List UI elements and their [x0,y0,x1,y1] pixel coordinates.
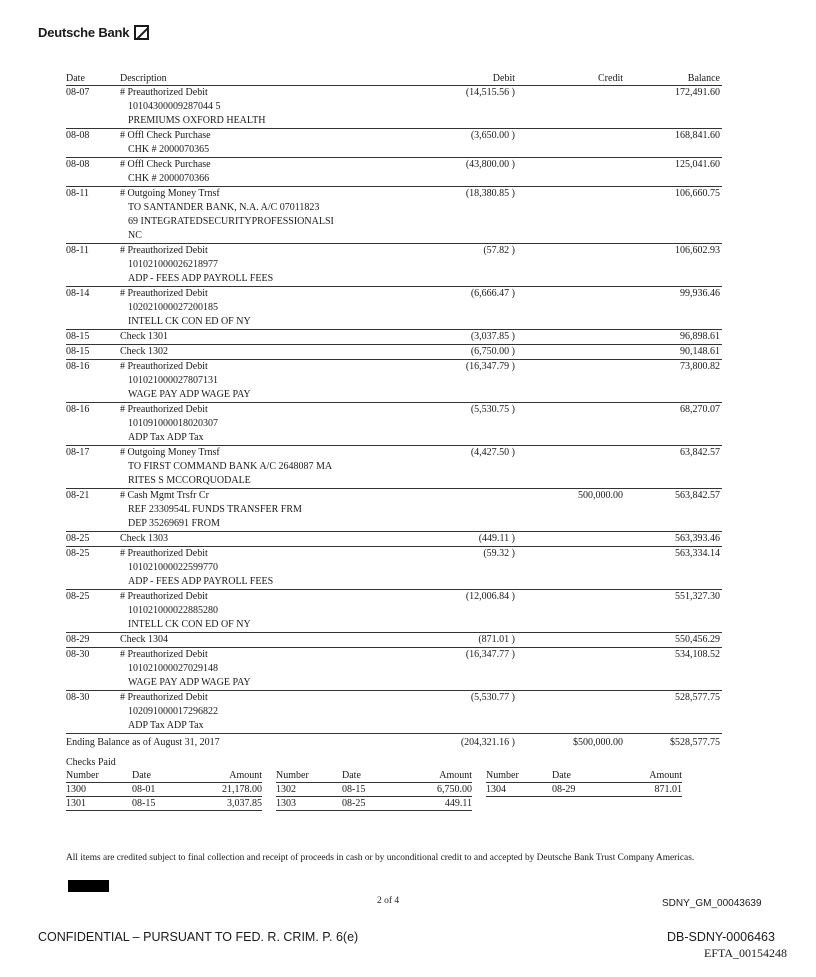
description-line: ADP - FEES ADP PAYROLL FEES [128,576,274,587]
transaction-balance: 73,800.82 [680,361,720,372]
description-line: # Offl Check Purchase [120,130,211,141]
description-line: INTELL CK CON ED OF NY [128,619,251,630]
description-line: RITES S MCCORQUODALE [128,475,251,486]
transaction-credit [515,648,627,690]
col-credit: Credit [598,73,623,84]
transaction-balance: 106,602.93 [675,245,720,256]
description-line: 101021000022885280 [128,605,218,616]
description-line: WAGE PAY ADP WAGE PAY [128,389,251,400]
efta-number: EFTA_00154248 [704,946,788,960]
description-line: 102021000027200185 [128,302,218,313]
ending-balance-row [66,734,722,750]
transaction-debit [400,360,515,402]
description-line: 101021000026218977 [128,259,218,270]
check-date: 08-29 [552,784,576,795]
transaction-row [66,244,722,287]
check-row [276,797,472,811]
debit-amount: (59.32 ) [483,548,515,559]
check-amount: 6,750.00 [437,784,472,795]
bank-name: Deutsche Bank [38,25,130,40]
transactions-table [66,72,722,750]
transaction-credit [515,244,627,286]
transaction-credit [515,547,627,589]
description-line: 101091000018020307 [128,418,218,429]
transaction-credit [515,287,627,329]
deutsche-bank-slash-icon [134,25,149,40]
transaction-description [120,633,400,647]
transaction-description [120,489,400,531]
transaction-debit [400,86,515,128]
description-line: NC [128,230,142,241]
debit-amount: (871.01 ) [478,634,515,645]
transaction-row [66,287,722,330]
transaction-balance: 172,491.60 [675,87,720,98]
transaction-row [66,86,722,129]
transaction-date: 08-11 [66,188,89,199]
transaction-row [66,446,722,489]
checks-header-number: Number [486,770,519,781]
description-line: # Offl Check Purchase [120,159,211,170]
transaction-debit [400,187,515,243]
bank-logo [38,25,149,40]
transaction-credit [515,187,627,243]
transaction-credit [515,590,627,632]
description-line: # Preauthorized Debit [120,591,208,602]
transaction-description [120,691,400,733]
debit-amount: (16,347.79 ) [466,361,515,372]
transaction-balance: 550,456.29 [675,634,720,645]
description-line: 101021000027029148 [128,663,218,674]
col-balance: Balance [687,73,720,84]
transaction-date: 08-17 [66,447,90,458]
transaction-credit [515,86,627,128]
transaction-row [66,532,722,547]
description-line: # Outgoing Money Trnsf [120,188,220,199]
bates-db: DB-SDNY-0006463 [667,930,775,944]
checks-header-date: Date [552,770,571,781]
description-line: CHK # 2000070365 [128,144,210,155]
transaction-row [66,691,722,734]
col-description: Description [120,73,167,84]
checks-header-amount: Amount [649,770,682,781]
description-line: 69 INTEGRATEDSECURITYPROFESSIONALSI [128,216,334,227]
checks-paid-section [66,756,682,811]
transaction-credit [515,403,627,445]
transaction-date: 08-07 [66,87,90,98]
description-line: # Preauthorized Debit [120,361,208,372]
transaction-debit [400,158,515,186]
transaction-date: 08-16 [66,361,90,372]
transaction-date: 08-14 [66,288,90,299]
transaction-balance: 90,148.61 [680,346,720,357]
check-row [486,783,682,797]
transaction-description [120,403,400,445]
transaction-debit [400,691,515,733]
transaction-date: 08-15 [66,346,90,357]
transaction-row [66,547,722,590]
debit-amount: (43,800.00 ) [466,159,515,170]
transaction-debit [400,532,515,546]
transaction-date: 08-25 [66,548,90,559]
transaction-row [66,590,722,633]
transaction-credit [515,158,627,186]
description-line: Check 1304 [120,634,169,645]
description-line: 10104300009287044 5 [128,101,221,112]
checks-header-amount: Amount [229,770,262,781]
transaction-date: 08-11 [66,245,89,256]
check-number: 1302 [276,784,296,795]
description-line: # Preauthorized Debit [120,288,208,299]
transaction-row [66,403,722,446]
transaction-balance: 125,041.60 [675,159,720,170]
description-line: # Preauthorized Debit [120,245,208,256]
transaction-date: 08-16 [66,404,90,415]
transaction-date: 08-29 [66,634,90,645]
description-line: REF 2330954L FUNDS TRANSFER FRM [128,504,302,515]
transaction-balance: 63,842.57 [680,447,720,458]
transaction-description [120,287,400,329]
debit-amount: (57.82 ) [483,245,515,256]
transaction-row [66,360,722,403]
transaction-credit [515,446,627,488]
description-line: 102091000017296822 [128,706,218,717]
transaction-debit [400,287,515,329]
debit-amount: (449.11 ) [479,533,515,544]
checks-header-row [276,769,472,783]
transaction-description [120,330,400,344]
transaction-balance: 106,660.75 [675,188,720,199]
description-line: INTELL CK CON ED OF NY [128,316,251,327]
debit-amount: (18,380.85 ) [466,188,515,199]
transaction-credit [515,129,627,157]
transaction-row [66,187,722,244]
transaction-balance: 563,393.46 [675,533,720,544]
transactions-header [66,72,722,86]
transaction-balance: 96,898.61 [680,331,720,342]
description-line: WAGE PAY ADP WAGE PAY [128,677,251,688]
ending-credit: $500,000.00 [573,737,623,748]
description-line: DEP 35269691 FROM [128,518,220,529]
checks-header-date: Date [342,770,361,781]
debit-amount: (3,650.00 ) [471,130,515,141]
transaction-debit [400,244,515,286]
check-date: 08-01 [132,784,156,795]
transaction-date: 08-30 [66,649,90,660]
debit-amount: (14,515.56 ) [466,87,515,98]
checks-paid-columns [66,769,682,811]
check-number: 1304 [486,784,506,795]
transaction-date: 08-21 [66,490,90,501]
checks-paid-title: Checks Paid [66,757,116,768]
description-line: Check 1303 [120,533,169,544]
transaction-row [66,345,722,360]
transaction-credit [515,633,627,647]
transaction-date: 08-15 [66,331,90,342]
confidential-notice: CONFIDENTIAL – PURSUANT TO FED. R. CRIM. P. 6(e) [38,930,359,944]
checks-header-amount: Amount [439,770,472,781]
check-amount: 3,037.85 [227,798,262,809]
ending-label: Ending Balance as of August 31, 2017 [66,737,220,748]
description-line: CHK # 2000070366 [128,173,210,184]
debit-amount: (6,666.47 ) [471,288,515,299]
description-line: # Preauthorized Debit [120,548,208,559]
description-line: ADP - FEES ADP PAYROLL FEES [128,273,274,284]
transaction-description [120,345,400,359]
redaction-block [68,880,109,892]
debit-amount: (3,037.85 ) [471,331,515,342]
transaction-description [120,360,400,402]
check-amount: 871.01 [654,784,682,795]
transaction-date: 08-25 [66,533,90,544]
transaction-description [120,532,400,546]
description-line: # Cash Mgmt Trsfr Cr [120,490,209,501]
check-amount: 449.11 [444,798,472,809]
description-line: # Preauthorized Debit [120,692,208,703]
transaction-debit [400,489,515,531]
transaction-description [120,158,400,186]
transaction-description [120,187,400,243]
bates-sdny: SDNY_GM_00043639 [662,898,762,909]
transaction-date: 08-08 [66,130,90,141]
transaction-row [66,648,722,691]
description-line: 101021000022599770 [128,562,218,573]
transactions-body [66,86,722,734]
checks-group [276,769,472,811]
check-date: 08-15 [132,798,156,809]
transaction-date: 08-25 [66,591,90,602]
transaction-debit [400,648,515,690]
description-line: # Preauthorized Debit [120,404,208,415]
transaction-credit [515,330,627,344]
checks-header-row [66,769,262,783]
transaction-description [120,86,400,128]
transaction-credit: 500,000.00 [578,490,623,501]
description-line: TO FIRST COMMAND BANK A/C 2648087 MA [128,461,333,472]
debit-amount: (16,347.77 ) [466,649,515,660]
debit-amount: (5,530.75 ) [471,404,515,415]
transaction-debit [400,590,515,632]
transaction-balance: 563,334.14 [675,548,720,559]
transaction-description [120,590,400,632]
description-line: 101021000027807131 [128,375,218,386]
transaction-balance: 534,108.52 [675,649,720,660]
debit-amount: (6,750.00 ) [471,346,515,357]
description-line: ADP Tax ADP Tax [128,720,204,731]
transaction-balance: 563,842.57 [675,490,720,501]
debit-amount: (5,530.77 ) [471,692,515,703]
checks-header-number: Number [66,770,99,781]
check-row [276,783,472,797]
checks-header-row [486,769,682,783]
transaction-description [120,129,400,157]
check-date: 08-25 [342,798,366,809]
check-amount: 21,178.00 [222,784,262,795]
description-line: # Outgoing Money Trnsf [120,447,220,458]
col-date: Date [66,73,85,84]
transaction-description [120,446,400,488]
transaction-row [66,158,722,187]
transaction-balance: 99,936.46 [680,288,720,299]
check-date: 08-15 [342,784,366,795]
description-line: Check 1301 [120,331,169,342]
check-number: 1303 [276,798,296,809]
transaction-balance: 168,841.60 [675,130,720,141]
transaction-credit [515,345,627,359]
transaction-row [66,489,722,532]
disclaimer: All items are credited subject to final collection and receipt of proceeds in cash or by unconditional credit to and accepted by Deutsche Bank Trust Company Americas. [66,853,695,863]
description-line: TO SANTANDER BANK, N.A. A/C 07011823 [128,202,320,213]
transaction-balance: 528,577.75 [675,692,720,703]
transaction-row [66,330,722,345]
check-number: 1301 [66,798,86,809]
description-line: # Preauthorized Debit [120,87,208,98]
transaction-description [120,648,400,690]
ending-debit: (204,321.16 ) [461,737,515,748]
description-line: ADP Tax ADP Tax [128,432,204,443]
description-line: # Preauthorized Debit [120,649,208,660]
transaction-debit [400,129,515,157]
check-number: 1300 [66,784,86,795]
transaction-balance: 551,327.30 [675,591,720,602]
transaction-debit [400,446,515,488]
description-line: Check 1302 [120,346,169,357]
debit-amount: (12,006.84 ) [466,591,515,602]
transaction-credit [515,360,627,402]
transaction-row [66,129,722,158]
transaction-date: 08-30 [66,692,90,703]
transaction-debit [400,547,515,589]
transaction-debit [400,633,515,647]
transaction-description [120,244,400,286]
transaction-credit [515,532,627,546]
page-number: 2 of 4 [377,896,400,906]
transaction-row [66,633,722,648]
transaction-debit [400,345,515,359]
debit-amount: (4,427.50 ) [471,447,515,458]
transaction-description [120,547,400,589]
checks-group [66,769,262,811]
checks-header-date: Date [132,770,151,781]
ending-balance: $528,577.75 [670,737,720,748]
transaction-balance: 68,270.07 [680,404,720,415]
transaction-debit [400,403,515,445]
checks-group [486,769,682,811]
transaction-debit [400,330,515,344]
description-line: PREMIUMS OXFORD HEALTH [128,115,266,126]
check-row [66,783,262,797]
check-row [66,797,262,811]
transaction-date: 08-08 [66,159,90,170]
transaction-credit [515,691,627,733]
checks-header-number: Number [276,770,309,781]
col-debit: Debit [492,73,515,84]
